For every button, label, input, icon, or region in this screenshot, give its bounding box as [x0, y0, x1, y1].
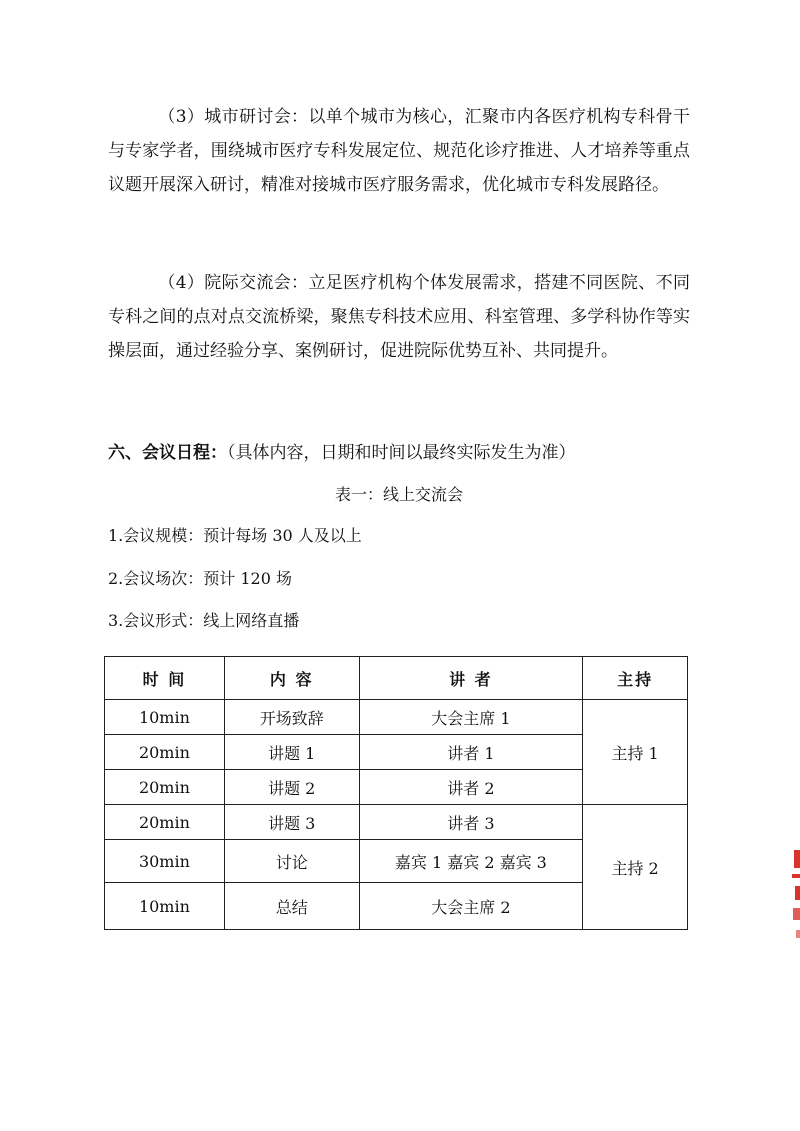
cell-speaker: 大会主席 2 [359, 883, 583, 930]
info-sessions: 2.会议场次：预计 120 场 [108, 569, 292, 588]
section-heading-note: （具体内容，日期和时间以最终实际发生为准） [227, 443, 576, 463]
cell-speaker: 讲者 3 [359, 805, 583, 840]
cell-host-1: 主持 1 [583, 700, 688, 805]
cell-content: 开场致辞 [224, 700, 359, 735]
schedule-table [104, 656, 688, 930]
table-header-row [105, 657, 688, 700]
table-row [105, 700, 688, 735]
info-format: 3.会议形式：线上网络直播 [108, 611, 300, 630]
cell-speaker: 讲者 2 [359, 770, 583, 805]
cell-time: 10min [105, 700, 225, 735]
cell-content: 讲题 3 [224, 805, 359, 840]
section-heading-title: 六、会议日程： [108, 443, 227, 463]
cell-content: 讲题 1 [224, 735, 359, 770]
cell-speaker: 嘉宾 1 嘉宾 2 嘉宾 3 [359, 840, 583, 883]
paragraph-hospital-exchange-text: （4）院际交流会：立足医疗机构个体发展需求，搭建不同医院、不同专科之间的点对点交流桥梁，聚焦专科技术应用、科室管理、多学科协作等实操层面，通过经验分享、案例研讨，促进院际优势互补、共同提升。 [108, 273, 690, 361]
cell-content: 讨论 [224, 840, 359, 883]
table-row [105, 805, 688, 840]
paragraph-city-seminar [108, 100, 690, 202]
header-time: 时 间 [105, 657, 225, 700]
header-content: 内 容 [224, 657, 359, 700]
cell-content: 总结 [224, 883, 359, 930]
seal-stamp-edge [790, 830, 800, 950]
header-host: 主持 [583, 657, 688, 700]
cell-time: 10min [105, 883, 225, 930]
cell-time: 20min [105, 735, 225, 770]
info-scale: 1.会议规模：预计每场 30 人及以上 [108, 526, 362, 545]
table-caption: 表一：线上交流会 [334, 485, 463, 504]
cell-speaker: 讲者 1 [359, 735, 583, 770]
cell-time: 20min [105, 770, 225, 805]
cell-content: 讲题 2 [224, 770, 359, 805]
cell-time: 30min [105, 840, 225, 883]
paragraph-hospital-exchange [108, 266, 690, 368]
cell-host-2: 主持 2 [583, 805, 688, 930]
header-speaker: 讲 者 [359, 657, 583, 700]
paragraph-city-seminar-text: （3）城市研讨会：以单个城市为核心，汇聚市内各医疗机构专科骨干与专家学者，围绕城市医疗专科发展定位、规范化诊疗推进、人才培养等重点议题开展深入研讨，精准对接城市医疗服务需求，优化城市专科发展路径。 [108, 107, 690, 195]
section-heading [108, 436, 698, 470]
cell-speaker: 大会主席 1 [359, 700, 583, 735]
cell-time: 20min [105, 805, 225, 840]
